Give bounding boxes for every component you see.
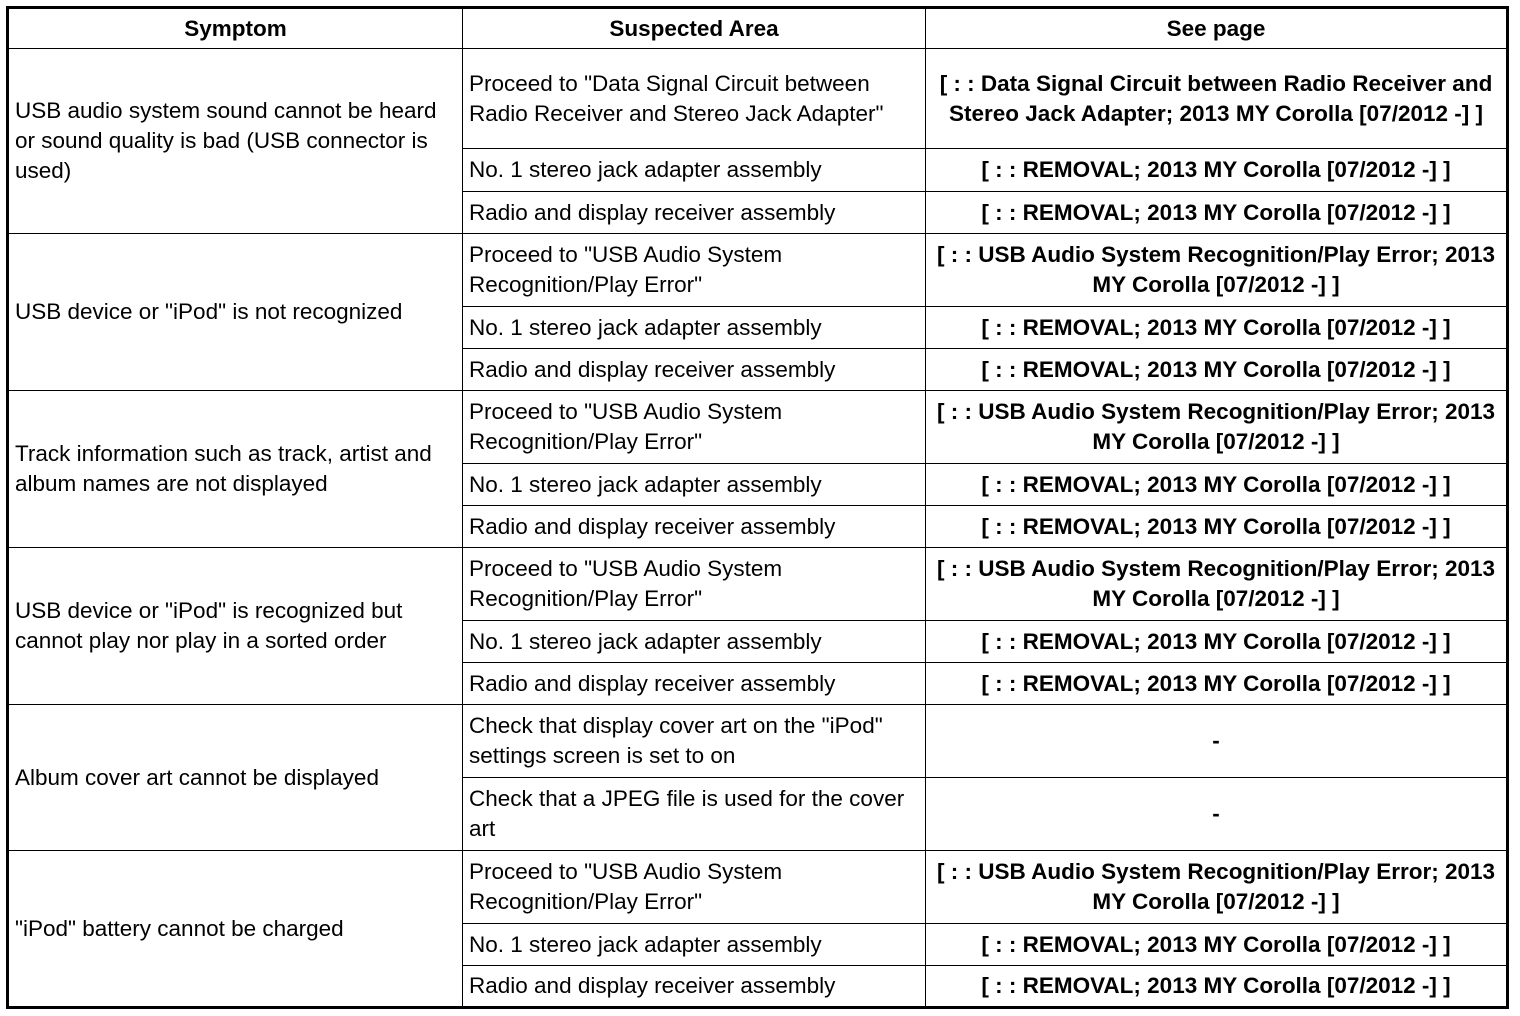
table-row — [8, 234, 1508, 307]
see-page-link[interactable]: [ : : USB Audio System Recognition/Play Error; 2013 MY Corolla [07/2012 -] ] — [926, 548, 1508, 621]
suspected-area-cell: Radio and display receiver assembly — [463, 192, 926, 234]
header-symptom: Symptom — [8, 8, 463, 49]
symptom-cell: Track information such as track, artist and album names are not displayed — [8, 391, 463, 548]
symptom-cell: Album cover art cannot be displayed — [8, 705, 463, 851]
suspected-area-cell: Radio and display receiver assembly — [463, 966, 926, 1008]
suspected-area-cell: No. 1 stereo jack adapter assembly — [463, 924, 926, 966]
see-page-link[interactable]: [ : : REMOVAL; 2013 MY Corolla [07/2012 -] ] — [926, 464, 1508, 506]
see-page-link[interactable]: [ : : REMOVAL; 2013 MY Corolla [07/2012 -] ] — [926, 924, 1508, 966]
symptom-cell: "iPod" battery cannot be charged — [8, 851, 463, 1008]
table-row — [8, 705, 1508, 778]
table-row — [8, 391, 1508, 464]
diagnosis-table-container — [6, 6, 1509, 1009]
see-page-link[interactable]: [ : : USB Audio System Recognition/Play Error; 2013 MY Corolla [07/2012 -] ] — [926, 391, 1508, 464]
suspected-area-cell: Proceed to "USB Audio System Recognition/Play Error" — [463, 548, 926, 621]
see-page-link[interactable]: [ : : REMOVAL; 2013 MY Corolla [07/2012 -] ] — [926, 506, 1508, 548]
suspected-area-cell: Radio and display receiver assembly — [463, 663, 926, 705]
symptom-cell: USB device or "iPod" is recognized but cannot play nor play in a sorted order — [8, 548, 463, 705]
see-page-link[interactable]: [ : : REMOVAL; 2013 MY Corolla [07/2012 -] ] — [926, 349, 1508, 391]
suspected-area-cell: Proceed to "USB Audio System Recognition/Play Error" — [463, 391, 926, 464]
see-page-link[interactable]: [ : : USB Audio System Recognition/Play Error; 2013 MY Corolla [07/2012 -] ] — [926, 851, 1508, 924]
symptom-cell: USB device or "iPod" is not recognized — [8, 234, 463, 391]
see-page-cell: - — [926, 778, 1508, 851]
see-page-link[interactable]: [ : : REMOVAL; 2013 MY Corolla [07/2012 -] ] — [926, 307, 1508, 349]
see-page-link[interactable]: [ : : Data Signal Circuit between Radio Receiver and Stereo Jack Adapter; 2013 MY Corolla [07/2012 -] ] — [926, 49, 1508, 149]
suspected-area-cell: Radio and display receiver assembly — [463, 349, 926, 391]
suspected-area-cell: Check that a JPEG file is used for the cover art — [463, 778, 926, 851]
see-page-link[interactable]: [ : : REMOVAL; 2013 MY Corolla [07/2012 -] ] — [926, 966, 1508, 1008]
suspected-area-cell: No. 1 stereo jack adapter assembly — [463, 621, 926, 663]
suspected-area-cell: Proceed to "Data Signal Circuit between Radio Receiver and Stereo Jack Adapter" — [463, 49, 926, 149]
suspected-area-cell: No. 1 stereo jack adapter assembly — [463, 307, 926, 349]
table-row — [8, 851, 1508, 924]
header-see-page: See page — [926, 8, 1508, 49]
symptom-cell: USB audio system sound cannot be heard or sound quality is bad (USB connector is used) — [8, 49, 463, 234]
header-suspected-area: Suspected Area — [463, 8, 926, 49]
suspected-area-cell: Radio and display receiver assembly — [463, 506, 926, 548]
suspected-area-cell: Proceed to "USB Audio System Recognition/Play Error" — [463, 851, 926, 924]
header-row — [8, 8, 1508, 49]
see-page-link[interactable]: [ : : REMOVAL; 2013 MY Corolla [07/2012 -] ] — [926, 149, 1508, 192]
see-page-link[interactable]: [ : : REMOVAL; 2013 MY Corolla [07/2012 -] ] — [926, 663, 1508, 705]
diagnosis-table — [6, 6, 1509, 1009]
see-page-cell: - — [926, 705, 1508, 778]
suspected-area-cell: No. 1 stereo jack adapter assembly — [463, 149, 926, 192]
suspected-area-cell: Check that display cover art on the "iPod" settings screen is set to on — [463, 705, 926, 778]
suspected-area-cell: No. 1 stereo jack adapter assembly — [463, 464, 926, 506]
see-page-link[interactable]: [ : : REMOVAL; 2013 MY Corolla [07/2012 -] ] — [926, 621, 1508, 663]
table-row — [8, 49, 1508, 149]
see-page-link[interactable]: [ : : REMOVAL; 2013 MY Corolla [07/2012 -] ] — [926, 192, 1508, 234]
suspected-area-cell: Proceed to "USB Audio System Recognition/Play Error" — [463, 234, 926, 307]
table-row — [8, 548, 1508, 621]
see-page-link[interactable]: [ : : USB Audio System Recognition/Play Error; 2013 MY Corolla [07/2012 -] ] — [926, 234, 1508, 307]
